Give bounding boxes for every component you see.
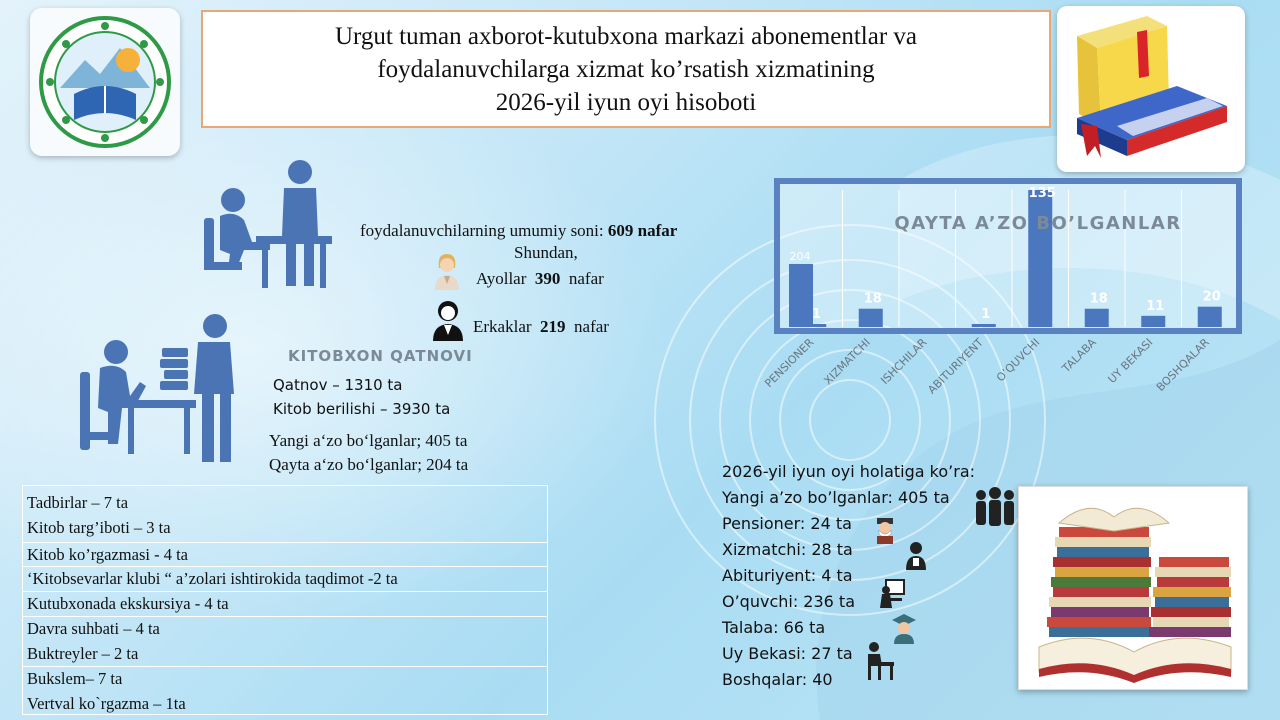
shundan-label: Shundan, — [514, 243, 578, 262]
chart-bar — [1141, 316, 1165, 327]
women-label: Ayollar — [476, 269, 527, 288]
men-value: 219 — [540, 317, 566, 336]
women-value: 390 — [534, 269, 561, 288]
event-item: Tadbirlar – 7 ta — [27, 493, 129, 512]
event-item: Vertval ko`rgazma – 1ta — [27, 693, 186, 713]
student-board-icon — [878, 578, 906, 610]
events-row — [23, 542, 547, 568]
chart-tick-label: XIZMATCHI — [821, 335, 873, 388]
qatnov-visits: Qatnov – 1310 ta — [273, 376, 403, 394]
chart-tick-label: O’QUVCHI — [993, 335, 1043, 385]
event-item: ‘Kitobsevarlar klubi “ a’zolari ishtirokida taqdimot -2 ta — [27, 569, 398, 588]
chart-tick-label: TALABA — [1059, 335, 1099, 376]
women-count — [476, 269, 604, 289]
events-table — [22, 485, 548, 715]
events-row — [23, 486, 547, 540]
chart-data-label: 20 — [1202, 289, 1221, 305]
chart-data-label: 1 — [811, 307, 821, 322]
chart-data-label: 11 — [1146, 298, 1165, 314]
men-unit: nafar — [574, 317, 609, 336]
chart-bar — [789, 264, 813, 327]
chart-bar — [1085, 309, 1109, 327]
person-with-books-icon — [78, 312, 243, 464]
women-unit: nafar — [568, 269, 604, 288]
chart-title: QAYTA A’ZO BO’LGANLAR — [894, 213, 1182, 234]
desk-person-icon — [864, 640, 894, 680]
graduate-icon — [890, 612, 918, 644]
event-item: Buktreyler – 2 ta — [27, 643, 139, 663]
chart-data-label: 135 — [1028, 186, 1056, 201]
chart-tick-label: UY BEKASI — [1105, 335, 1156, 386]
chart-bar — [972, 324, 996, 327]
men-count — [473, 317, 609, 337]
report-title — [201, 10, 1051, 128]
events-row — [23, 566, 547, 592]
event-item: Kitob targ’iboti – 3 ta — [27, 517, 171, 537]
status-item: Yangi a’zo bo’lganlar: 405 ta — [722, 488, 950, 507]
event-item: Kitob ko’rgazmasi - 4 ta — [27, 545, 188, 564]
chart-tick-label: PENSIONER — [762, 335, 817, 391]
chart-bar — [1198, 307, 1222, 327]
total-users-label: foydalanuvchilarning umumiy soni: — [360, 221, 604, 240]
library-logo — [30, 8, 180, 156]
chart-tick-label: ABITURIYENT — [925, 335, 986, 397]
new-members: Yangi a‘zo bo‘lganlar; 405 ta — [269, 431, 468, 450]
status-item: Boshqalar: 40 — [722, 670, 833, 689]
status-item: Talaba: 66 ta — [722, 618, 826, 637]
books-clipart — [1057, 6, 1245, 172]
renewed-members-chart — [762, 175, 1250, 425]
events-row — [23, 591, 547, 617]
events-row — [23, 616, 547, 666]
status-heading: 2026-yil iyun oyi holatiga ko’ra: — [722, 462, 976, 481]
events-row — [23, 666, 547, 716]
chart-data-label: 18 — [1089, 291, 1108, 307]
event-item: Bukslem– 7 ta — [27, 669, 123, 688]
event-item: Davra suhbati – 4 ta — [27, 619, 160, 638]
status-item: Uy Bekasi: 27 ta — [722, 644, 853, 663]
people-at-desk-icon — [200, 158, 335, 293]
chart-bar — [1028, 190, 1052, 327]
title-line-3: 2026-yil iyun oyi hisoboti — [495, 88, 757, 116]
event-item: Kutubxonada ekskursiya - 4 ta — [27, 594, 229, 613]
man-icon — [431, 299, 465, 341]
chart-bar — [859, 309, 883, 327]
title-line-2: foydalanuvchilarga xizmat ko’rsatish xizmatining — [377, 55, 875, 83]
chart-data-label: 18 — [863, 291, 882, 307]
chart-tick-label: ISHCHILAR — [878, 335, 930, 388]
title-line-1: Urgut tuman axborot-kutubxona markazi abonementlar va — [335, 22, 917, 50]
status-item: O’quvchi: 236 ta — [722, 592, 856, 611]
status-item: Pensioner: 24 ta — [722, 514, 852, 533]
worker-icon — [902, 540, 930, 570]
chart-tick-label: BOSHQALAR — [1153, 335, 1212, 394]
men-label: Erkaklar — [473, 317, 532, 336]
status-item: Abituriyent: 4 ta — [722, 566, 853, 585]
book-stack-image — [1018, 486, 1248, 690]
woman-icon — [432, 252, 462, 290]
total-users-value: 609 nafar — [607, 221, 678, 240]
chart-data-label: 204 — [789, 249, 811, 263]
group-icon — [972, 487, 1018, 527]
chart-data-label: 1 — [981, 307, 991, 322]
chart-bar — [802, 324, 826, 327]
qatnov-issued: Kitob berilishi – 3930 ta — [273, 400, 451, 418]
elder-icon — [874, 516, 896, 544]
renewed-members: Qayta a‘zo bo‘lganlar; 204 ta — [269, 455, 469, 474]
total-users — [360, 221, 677, 241]
status-item: Xizmatchi: 28 ta — [722, 540, 853, 559]
qatnov-title: KITOBXON QATNOVI — [288, 347, 473, 365]
